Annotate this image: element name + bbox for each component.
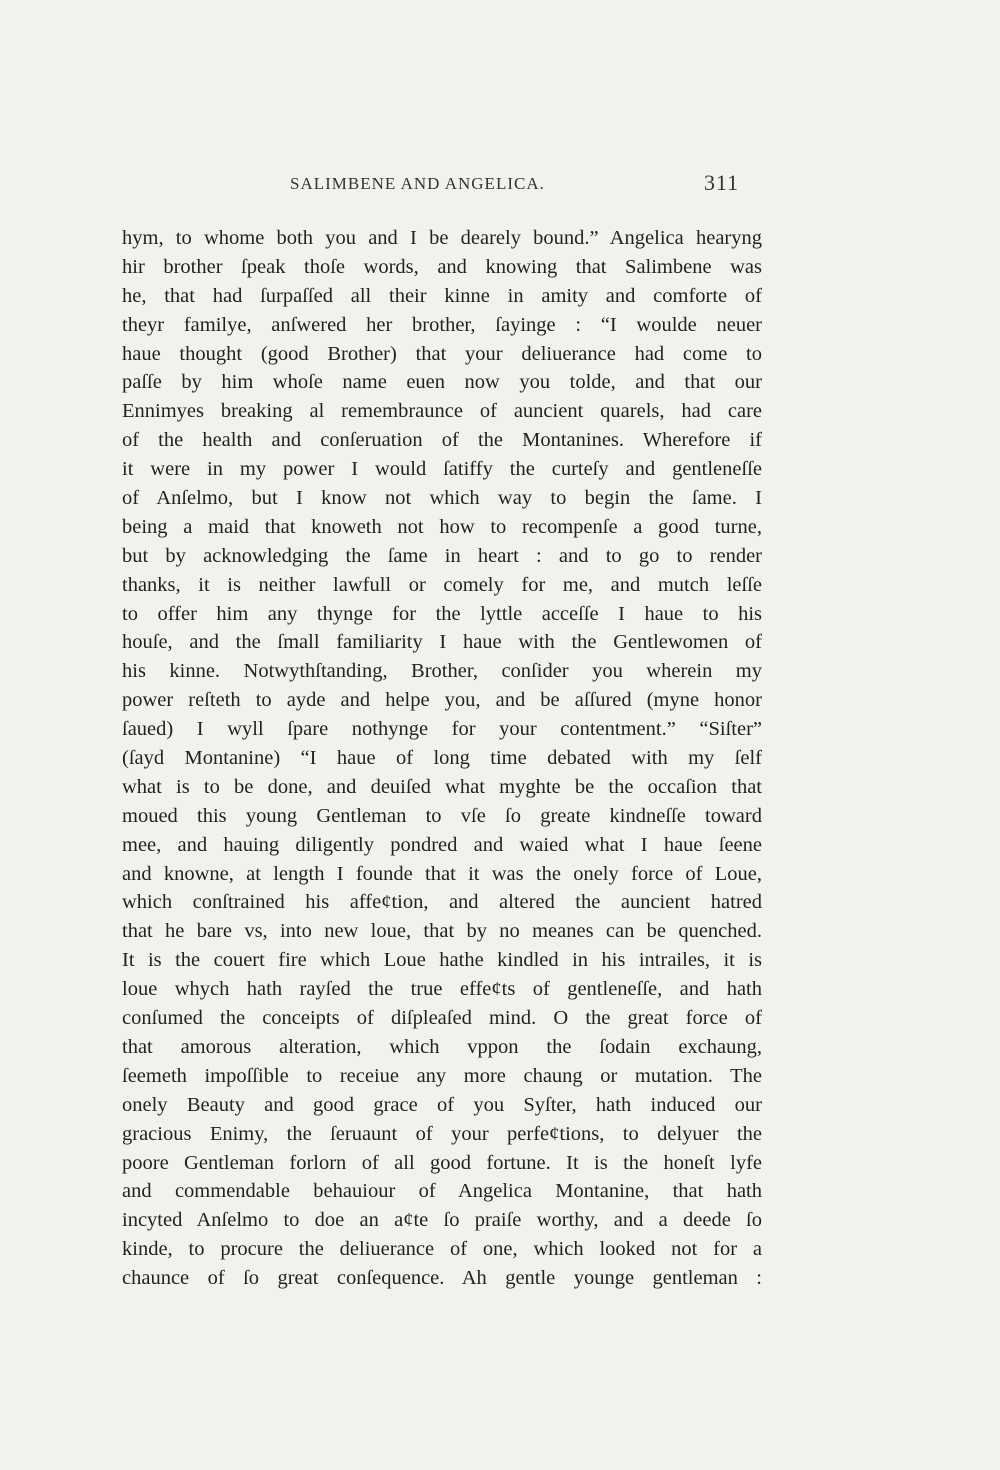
text-line: theyr familye, anſwered her brother, ſayinge : “I woulde neuer: [122, 313, 762, 336]
text-line: haue thought (good Brother) that your deliuerance had come to: [122, 342, 762, 365]
page-number: 311: [704, 170, 740, 195]
text-line: being a maid that knoweth not how to recompenſe a good turne,: [122, 515, 762, 538]
text-line: that amorous alteration, which vppon the ſodain exchaung,: [122, 1035, 762, 1058]
text-line: to offer him any thynge for the lyttle acceſſe I haue to his: [122, 602, 762, 625]
text-line: he, that had ſurpaſſed all their kinne in amity and comforte of: [122, 284, 762, 307]
text-line: that he bare vs, into new loue, that by no meanes can be quenched.: [122, 920, 762, 943]
text-line: poore Gentleman forlorn of all good fortune. It is the honeſt lyfe: [122, 1151, 762, 1174]
text-line: kinde, to procure the deliuerance of one, which looked not for a: [122, 1238, 762, 1261]
text-line: onely Beauty and good grace of you Syſter, hath induced our: [122, 1093, 762, 1116]
text-line: his kinne. Notwythſtanding, Brother, conſider you wherein my: [122, 660, 762, 683]
text-line: ſeemeth impoſſible to receiue any more chaung or mutation. The: [122, 1064, 762, 1087]
text-line: but by acknowledging the ſame in heart : and to go to render: [122, 544, 762, 567]
text-line: of the health and conſeruation of the Montanines. Wherefore if: [122, 429, 762, 452]
text-line: power reſteth to ayde and helpe you, and be aſſured (myne honor: [122, 689, 762, 712]
text-line: what is to be done, and deuiſed what myghte be the occaſion that: [122, 775, 762, 798]
text-line: moued this young Gentleman to vſe ſo greate kindneſſe toward: [122, 804, 762, 827]
text-line: of Anſelmo, but I know not which way to begin the ſame. I: [122, 487, 762, 510]
text-line: loue whych hath rayſed the true effe¢ts of gentleneſſe, and hath: [122, 978, 762, 1001]
text-line: ſaued) I wyll ſpare nothynge for your contentment.” “Siſter”: [122, 718, 762, 741]
text-line: hym, to whome both you and I be dearely bound.” Angelica hearyng: [122, 227, 762, 249]
text-line: It is the couert fire which Loue hathe kindled in his intrailes, it is: [122, 949, 762, 972]
text-line: and knowne, at length I founde that it was the onely force of Loue,: [122, 862, 762, 885]
text-line: conſumed the conceipts of diſpleaſed mind. O the great force of: [122, 1007, 762, 1030]
text-line: and commendable behauiour of Angelica Montanine, that hath: [122, 1180, 762, 1203]
body-text: [122, 224, 762, 1293]
text-line: mee, and hauing diligently pondred and waied what I haue ſeene: [122, 833, 762, 856]
text-line: which conſtrained his affe¢tion, and altered the auncient hatred: [122, 891, 762, 914]
text-line: Ennimyes breaking al remembraunce of auncient quarels, had care: [122, 400, 762, 423]
running-title: SALIMBENE AND ANGELICA.: [290, 174, 545, 193]
text-line: it were in my power I would ſatiffy the curteſy and gentleneſſe: [122, 458, 762, 481]
text-line: chaunce of ſo great conſequence. Ah gentle younge gentleman :: [122, 1267, 762, 1290]
text-line: incyted Anſelmo to doe an a¢te ſo praiſe worthy, and a deede ſo: [122, 1209, 762, 1232]
text-line: (ſayd Montanine) “I haue of long time debated with my ſelf: [122, 747, 762, 770]
text-line: houſe, and the ſmall familiarity I haue with the Gentlewomen of: [122, 631, 762, 654]
text-line: gracious Enimy, the ſeruaunt of your perfe¢tions, to delyuer the: [122, 1122, 762, 1145]
text-line: thanks, it is neither lawfull or comely for me, and mutch leſſe: [122, 573, 762, 596]
running-head: [0, 170, 1000, 200]
text-line: hir brother ſpeak thoſe words, and knowing that Salimbene was: [122, 255, 762, 278]
text-line: paſſe by him whoſe name euen now you tolde, and that our: [122, 371, 762, 394]
